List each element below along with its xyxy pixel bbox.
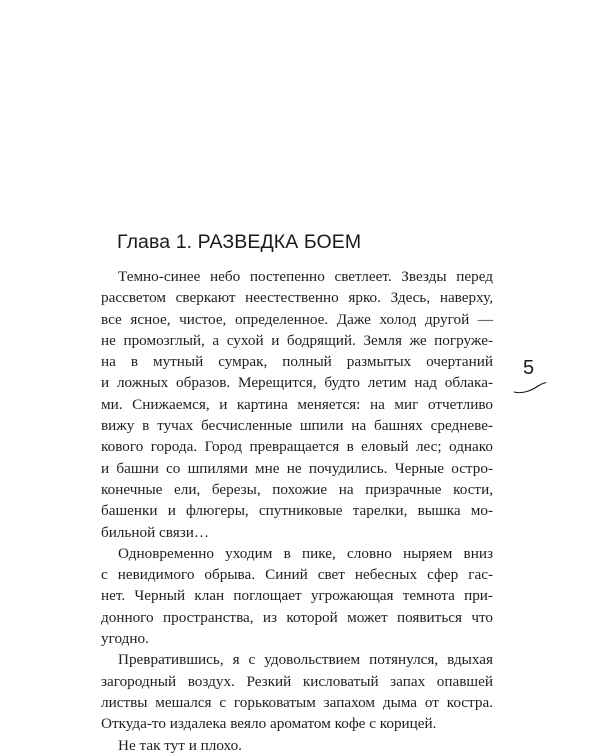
text-line: бильной связи… xyxy=(101,523,210,541)
paragraph xyxy=(101,649,493,734)
text-line: с невидимого обрыва. Синий свет небесных сфер гас- xyxy=(101,566,493,584)
paragraph xyxy=(101,543,493,649)
text-line: не промозглый, а сухой и бодрящий. Земля же погруже- xyxy=(101,331,493,349)
chapter-title: Глава 1. РАЗВЕДКА БОЕМ xyxy=(117,231,362,253)
text-line: Откуда-то издалека веяло ароматом кофе с корицей. xyxy=(101,715,437,733)
text-line: донного пространства, из которой может появиться что xyxy=(101,608,493,626)
chapter-body xyxy=(101,266,493,756)
text-line: листвы мешался с горьковатым запахом дыма от костра. xyxy=(101,693,493,711)
text-line: конечные ели, березы, похожие на призрачные кости, xyxy=(101,480,493,498)
text-line: рассветом сверкают неестественно ярко. Здесь, наверху, xyxy=(101,289,493,307)
page-number-swash-icon xyxy=(513,381,547,395)
text-line: нет. Черный клан поглощает угрожающая темнота при- xyxy=(101,587,493,605)
text-line: башенки и флюгеры, спутниковые тарелки, вышка мо- xyxy=(101,502,493,520)
text-line: Одновременно уходим в пике, словно ныряем вниз xyxy=(118,544,493,562)
text-line: и ложных образов. Мерещится, будто летим над облака- xyxy=(101,374,493,392)
text-line: Превратившись, я с удовольствием потянулся, вдыхая xyxy=(118,651,493,669)
paragraph xyxy=(101,266,493,543)
paragraph xyxy=(101,735,493,756)
text-line: вижу в тучах бесчисленные шпили на башнях средневе- xyxy=(101,417,493,435)
text-line: Темно-синее небо постепенно светлеет. Звезды перед xyxy=(118,268,493,285)
text-line: угодно. xyxy=(101,630,149,648)
text-line: кового города. Город превращается в еловый лес; однако xyxy=(101,438,493,456)
page-number-marker xyxy=(513,356,553,395)
text-line: и башни со шпилями мне не почудились. Черные остро- xyxy=(101,459,493,477)
text-line: все ясное, чистое, определенное. Даже холод другой — xyxy=(101,310,493,328)
text-line: на в мутный сумрак, полный размытых очертаний xyxy=(101,353,493,371)
text-line: загородный воздух. Резкий кисловатый запах опавшей xyxy=(101,672,493,690)
text-line: ми. Снижаемся, и картина меняется: на миг отчетливо xyxy=(101,395,493,413)
text-line: Не так тут и плохо. xyxy=(118,736,242,754)
page-number: 5 xyxy=(523,357,535,379)
